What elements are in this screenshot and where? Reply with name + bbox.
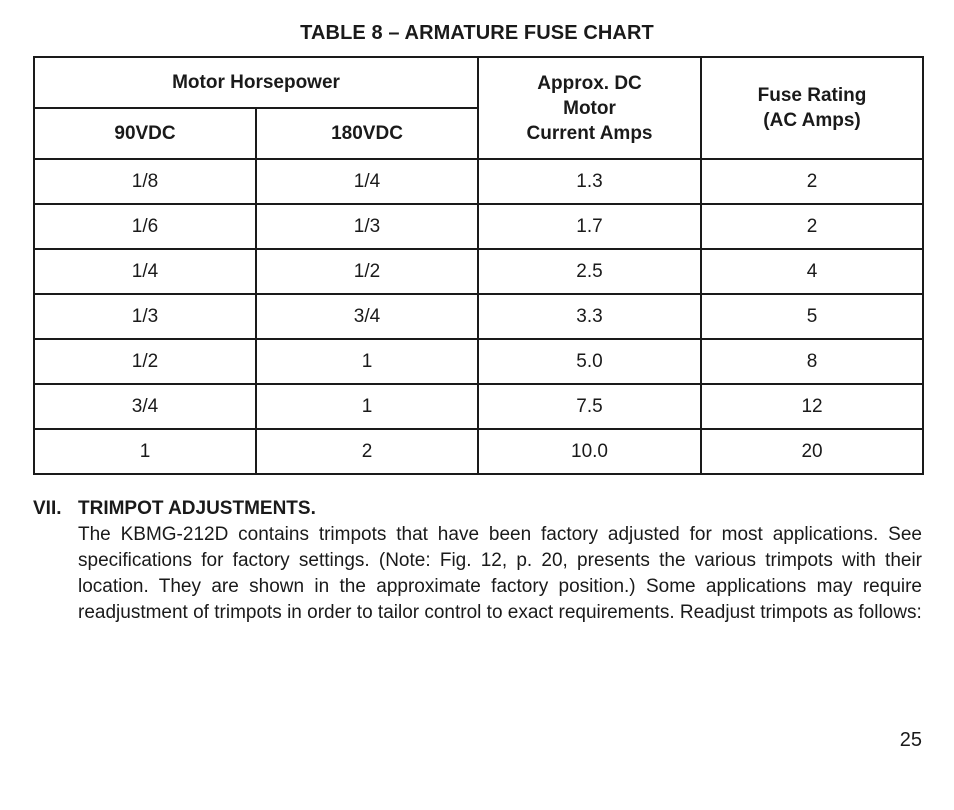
cell-90vdc: 1 — [34, 429, 256, 474]
table-row — [34, 294, 923, 339]
header-current-line2: Motor — [563, 97, 616, 119]
cell-180vdc: 1/3 — [256, 204, 478, 249]
header-fuse-line1: Fuse Rating — [757, 85, 867, 106]
header-current-line3: Current Amps — [526, 122, 653, 144]
header-180vdc: 180VDC — [256, 108, 478, 159]
trimpot-adjustments-section — [33, 496, 922, 626]
cell-fuse-rating: 2 — [701, 204, 923, 249]
cell-90vdc: 3/4 — [34, 384, 256, 429]
cell-current-amps: 5.0 — [478, 339, 701, 384]
cell-fuse-rating: 20 — [701, 429, 923, 474]
section-title: TRIMPOT ADJUSTMENTS. — [78, 498, 316, 519]
header-motor-horsepower: Motor Horsepower — [34, 57, 478, 108]
table-row — [34, 204, 923, 249]
cell-fuse-rating: 8 — [701, 339, 923, 384]
cell-180vdc: 2 — [256, 429, 478, 474]
cell-90vdc: 1/3 — [34, 294, 256, 339]
armature-fuse-table — [33, 56, 924, 475]
section-body-text: The KBMG-212D contains trimpots that have been factory adjusted for most applications. See specifications for factory settings. (Note: Fig. 12, p. 20, presents the various trimpots with their location. They are shown in the approximate factory position.) Some applications may require readjustment of trimpots in order to tailor control to exact requirements. Readjust trimpots as follows: — [78, 524, 922, 623]
header-current-line1: Approx. DC — [537, 72, 642, 94]
header-fuse-rating — [701, 57, 923, 159]
cell-180vdc: 1 — [256, 339, 478, 384]
cell-current-amps: 3.3 — [478, 294, 701, 339]
cell-current-amps: 10.0 — [478, 429, 701, 474]
cell-180vdc: 3/4 — [256, 294, 478, 339]
cell-current-amps: 2.5 — [478, 249, 701, 294]
section-number: VII. — [33, 498, 62, 519]
cell-current-amps: 7.5 — [478, 384, 701, 429]
cell-180vdc: 1/4 — [256, 159, 478, 204]
cell-90vdc: 1/8 — [34, 159, 256, 204]
cell-fuse-rating: 4 — [701, 249, 923, 294]
cell-current-amps: 1.7 — [478, 204, 701, 249]
cell-90vdc: 1/4 — [34, 249, 256, 294]
cell-fuse-rating: 5 — [701, 294, 923, 339]
cell-90vdc: 1/6 — [34, 204, 256, 249]
page-number: 25 — [899, 729, 922, 751]
table-header-row — [34, 57, 923, 108]
table-row — [34, 384, 923, 429]
section-heading — [33, 496, 922, 522]
header-fuse-line2: (AC Amps) — [763, 110, 861, 131]
table-title: TABLE 8 – ARMATURE FUSE CHART — [300, 22, 654, 44]
cell-180vdc: 1/2 — [256, 249, 478, 294]
table-row — [34, 339, 923, 384]
cell-current-amps: 1.3 — [478, 159, 701, 204]
cell-fuse-rating: 12 — [701, 384, 923, 429]
table-row — [34, 159, 923, 204]
header-90vdc: 90VDC — [34, 108, 256, 159]
table-row — [34, 429, 923, 474]
cell-180vdc: 1 — [256, 384, 478, 429]
header-current-amps — [478, 57, 701, 159]
table-row — [34, 249, 923, 294]
cell-fuse-rating: 2 — [701, 159, 923, 204]
cell-90vdc: 1/2 — [34, 339, 256, 384]
